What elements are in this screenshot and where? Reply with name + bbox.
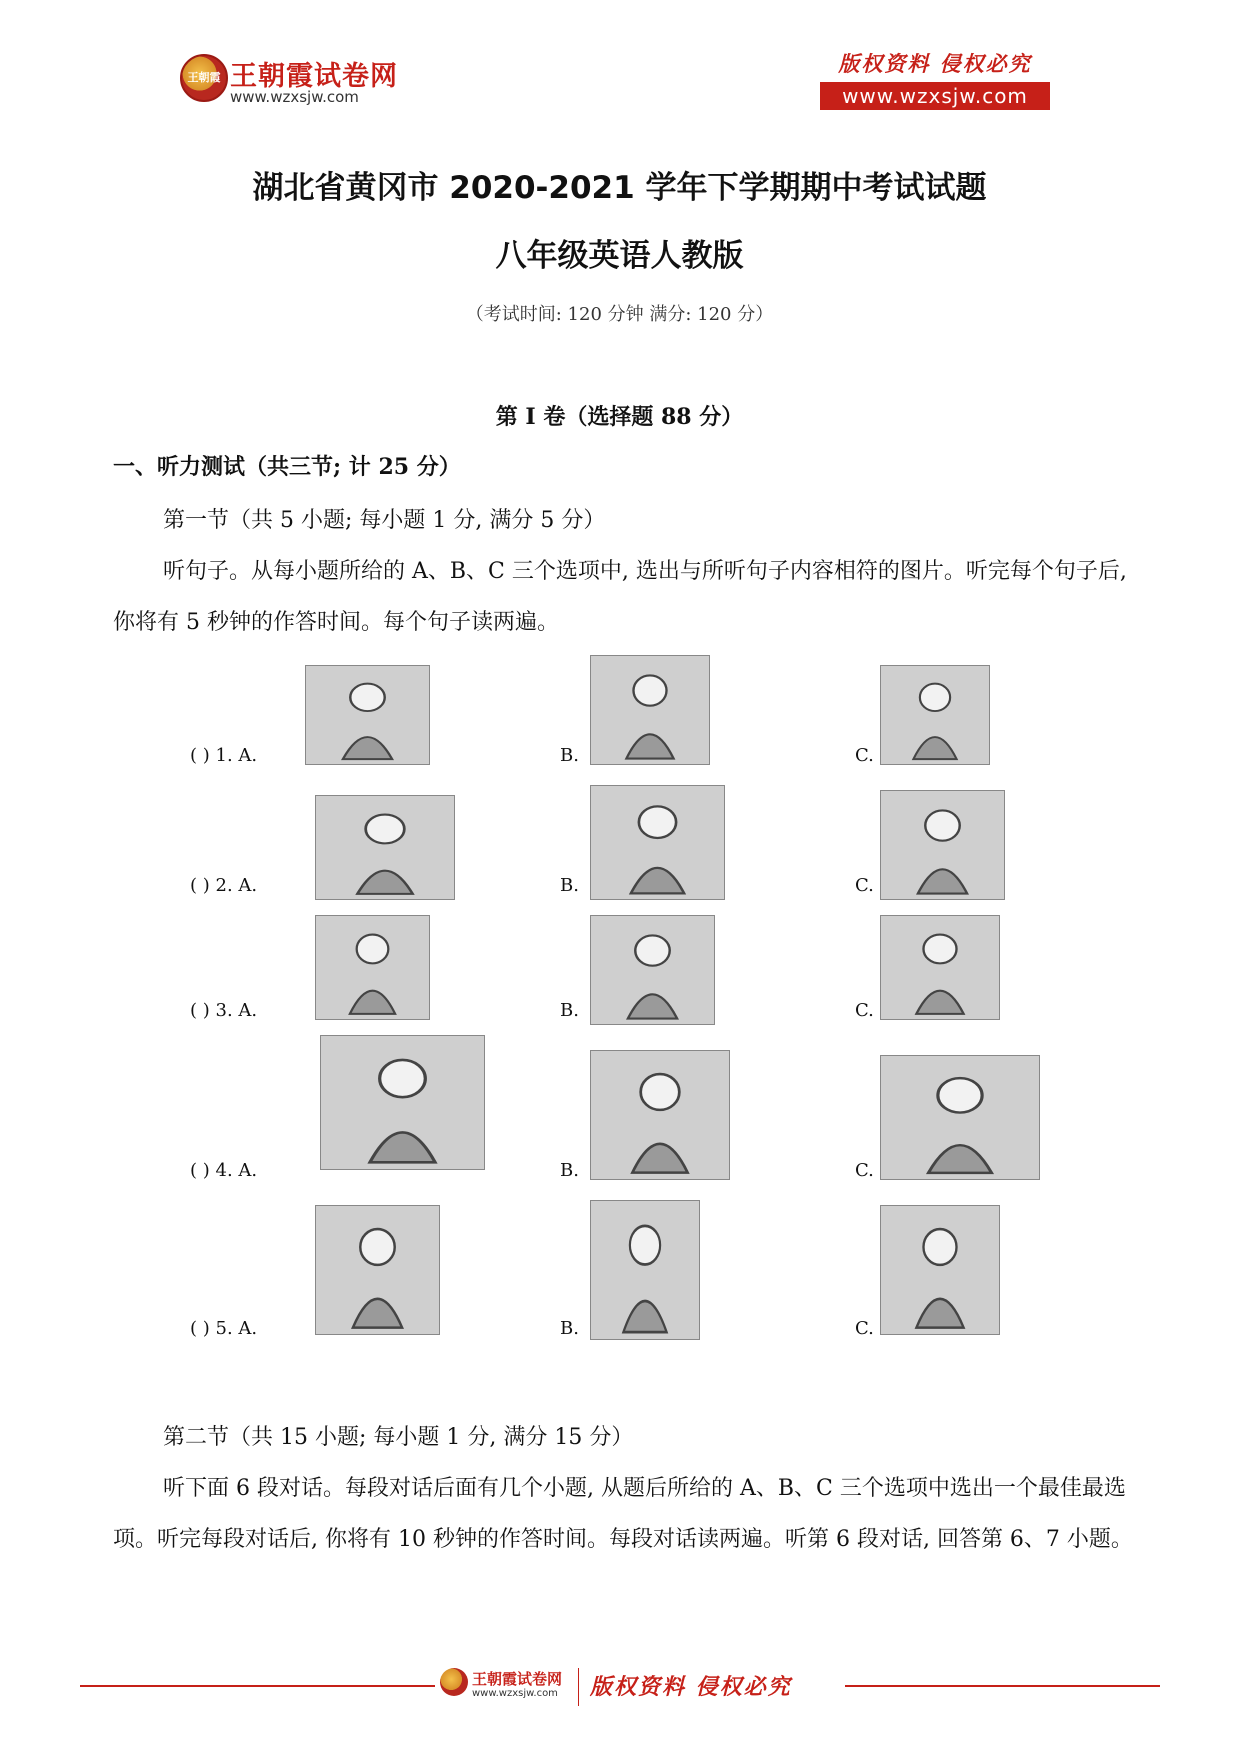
running-man-image [590, 915, 715, 1025]
footer-logo-name: 王朝霞试卷网 [472, 1670, 563, 1688]
teacher-image [315, 1205, 440, 1335]
copyright-text: 版权资料 侵权必究 [838, 51, 1032, 76]
copyright-url: www.wzxsjw.com [820, 82, 1050, 110]
stomachache-boy-image [590, 655, 710, 765]
rock-climbing-image [590, 1050, 730, 1180]
question-4-option-c: C. [855, 1160, 874, 1181]
question-3-label: ( ) 3. A. [190, 1000, 258, 1021]
question-5-label: ( ) 5. A. [190, 1318, 258, 1339]
sub2-instruction: 听下面 6 段对话。每段对话后面有几个小题, 从题后所给的 A、B、C 三个选项中选出一个最佳最选项。听完每段对话后, 你将有 10 秒钟的作答时间。每段对话读两遍。听第 6 段对话, 回答第 6、7 小题。 [113, 1476, 1133, 1552]
logo-name: 王朝霞试卷网 [230, 61, 398, 92]
police-officer-image [590, 1200, 700, 1340]
drawing-girl-image [880, 915, 1000, 1020]
footer-logo-url: www.wzxsjw.com [472, 1688, 558, 1699]
footer-divider [578, 1668, 579, 1706]
logo-url: www.wzxsjw.com [230, 88, 359, 106]
question-5-option-c: C. [855, 1318, 874, 1339]
reading-boy-image [320, 1035, 485, 1170]
copyright-banner [820, 48, 1050, 110]
toothache-boy-image [305, 665, 430, 765]
question-2-label: ( ) 2. A. [190, 875, 258, 896]
question-4-label: ( ) 4. A. [190, 1160, 258, 1181]
sunburn-girl-image [315, 915, 430, 1020]
sub2-heading: 第二节（共 15 小题; 每小题 1 分, 满分 15 分） [163, 1425, 634, 1450]
question-3-option-b: B. [560, 1000, 579, 1021]
exam-title: 湖北省黄冈市 2020-2021 学年下学期期中考试试题 [252, 170, 987, 206]
question-1-option-b: B. [560, 745, 579, 766]
question-1-label: ( ) 1. A. [190, 745, 258, 766]
sleeping-man-image [880, 1055, 1040, 1180]
seal-icon: 王朝霞 [180, 54, 228, 102]
hurdling-girl-image [880, 1205, 1000, 1335]
cleaning-park-image [880, 790, 1005, 900]
question-2-option-b: B. [560, 875, 579, 896]
footer-logo [440, 1666, 580, 1706]
question-4-option-b: B. [560, 1160, 579, 1181]
helping-old-man-image [590, 785, 725, 900]
footer-seal-icon [440, 1668, 468, 1696]
section-heading: 一、听力测试（共三节; 计 25 分） [113, 454, 461, 480]
sub1-heading: 第一节（共 5 小题; 每小题 1 分, 满分 5 分） [163, 508, 606, 533]
family-scene-image [315, 795, 455, 900]
question-2-option-c: C. [855, 875, 874, 896]
exam-info: （考试时间: 120 分钟 满分: 120 分） [465, 304, 774, 325]
part-heading: 第 I 卷（选择题 88 分） [495, 404, 744, 430]
footer-copyright: 版权资料 侵权必究 [590, 1674, 792, 1700]
question-1-option-c: C. [855, 745, 874, 766]
question-3-option-c: C. [855, 1000, 874, 1021]
site-logo [180, 50, 410, 110]
coughing-boy-image [880, 665, 990, 765]
footer-rule-left [80, 1685, 435, 1687]
sub1-instruction: 听句子。从每小题所给的 A、B、C 三个选项中, 选出与所听句子内容相符的图片。听完每个句子后, 你将有 5 秒钟的作答时间。每个句子读两遍。 [113, 559, 1127, 635]
footer-rule-right [845, 1685, 1160, 1687]
exam-subtitle: 八年级英语人教版 [495, 238, 744, 274]
question-5-option-b: B. [560, 1318, 579, 1339]
